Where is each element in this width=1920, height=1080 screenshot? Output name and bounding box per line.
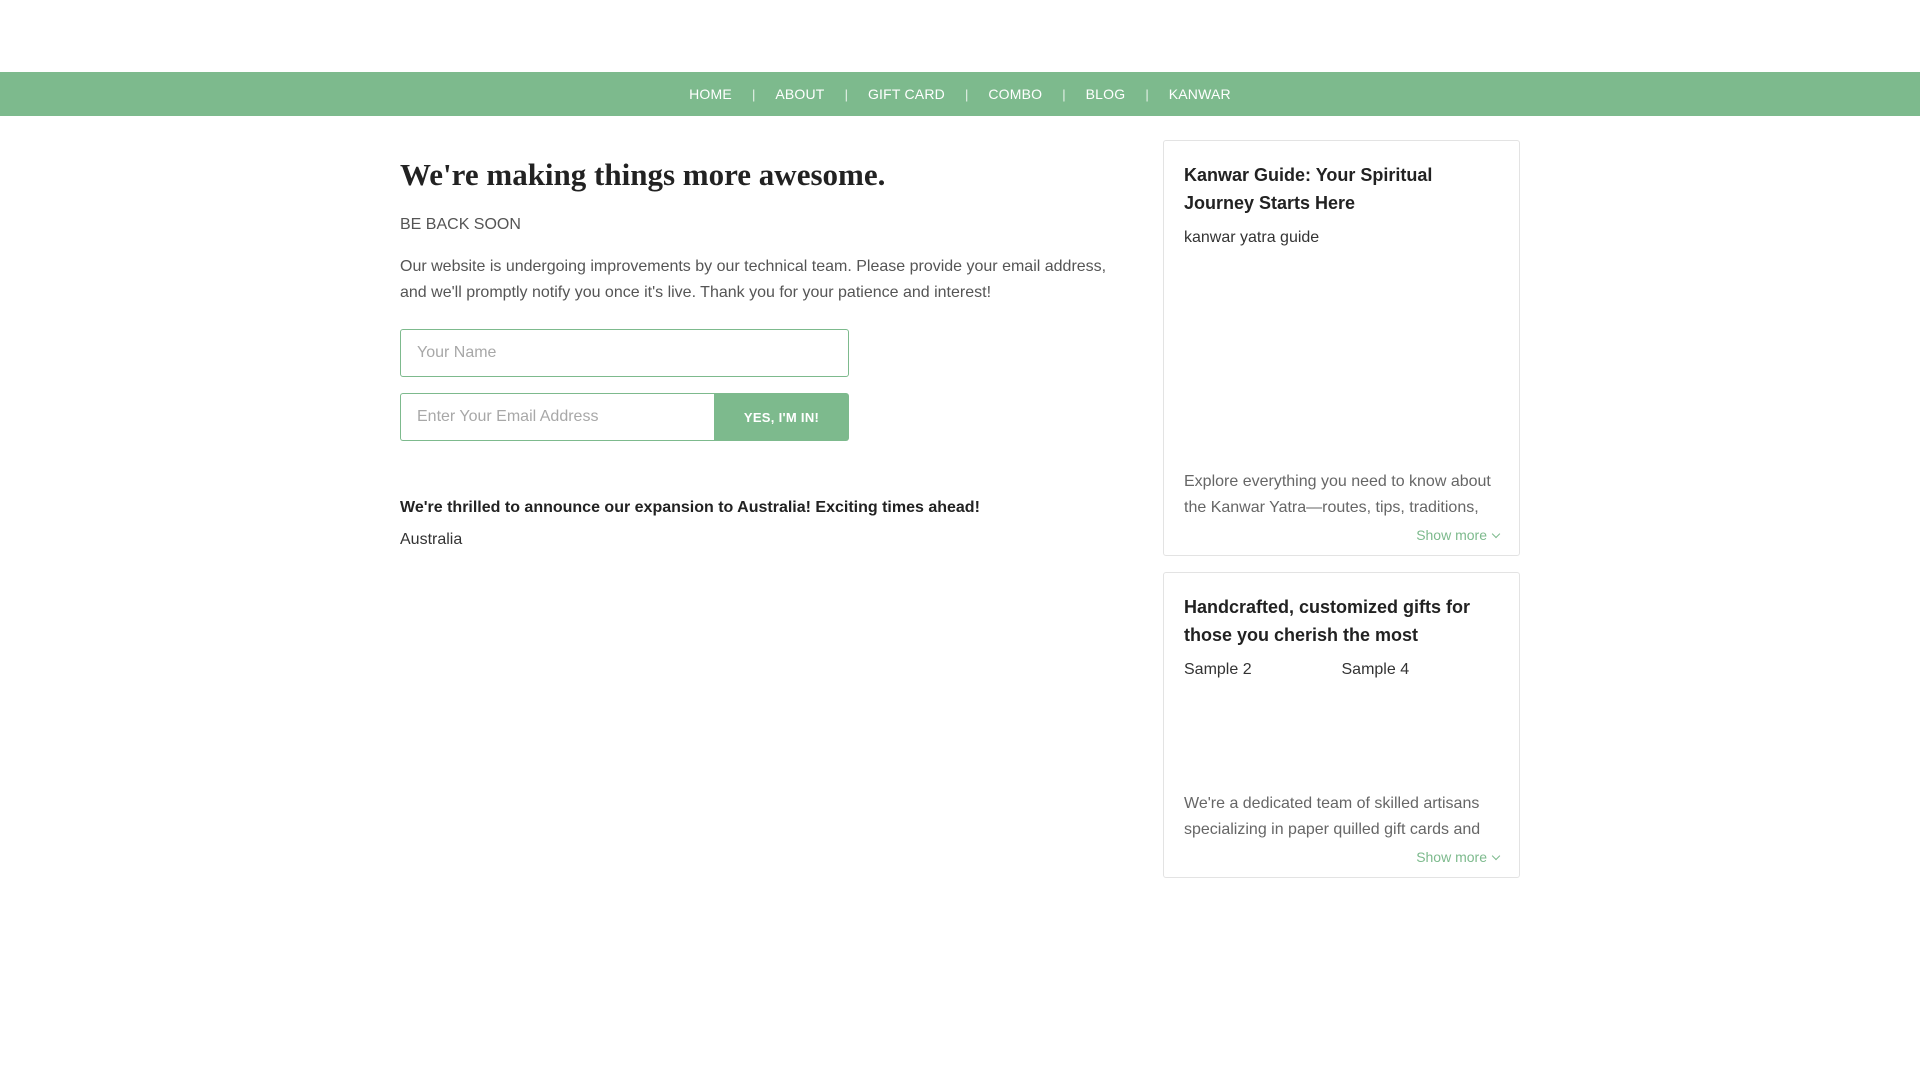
nav-separator: |	[844, 86, 848, 102]
kanwar-guide-image	[1184, 229, 1501, 469]
main-content	[400, 140, 1120, 571]
announcement: We're thrilled to announce our expansion to Australia! Exciting times ahead!	[400, 499, 980, 517]
image-alt-text: Sample 4	[1341, 661, 1410, 678]
nav-separator: |	[1062, 86, 1066, 102]
name-field[interactable]	[400, 329, 849, 377]
nav-item-home[interactable]: HOME	[689, 86, 732, 102]
description: Our website is undergoing improvements by our technical team. Please provide your email address, and we'll promptly notify you once it's live. Thank you for your patience and interest!	[400, 258, 1107, 302]
show-more-button[interactable]	[1184, 849, 1499, 865]
sample-2-image	[1184, 661, 1342, 791]
nav-item-kanwar[interactable]: KANWAR	[1168, 86, 1231, 102]
nav-item-gift-card[interactable]: GIFT CARD	[867, 86, 945, 102]
nav-separator: |	[964, 86, 969, 102]
chevron-down-icon	[1492, 529, 1500, 537]
page-title: We're making things more awesome.	[400, 157, 886, 192]
card-kanwar-guide	[1163, 140, 1520, 556]
card-text: Explore everything you need to know about the Kanwar Yatra—routes, tips, traditions,	[1184, 473, 1491, 516]
main-nav	[0, 72, 1920, 116]
card-title: Handcrafted, customized gifts for those you cherish the most	[1184, 597, 1471, 645]
show-more-button[interactable]	[1184, 527, 1499, 543]
card-title: Kanwar Guide: Your Spiritual Journey Starts Here	[1184, 165, 1433, 213]
image-alt-text: kanwar yatra guide	[1184, 229, 1320, 246]
nav-item-about[interactable]: ABOUT	[775, 86, 825, 102]
australia-image	[400, 531, 800, 571]
email-row	[400, 393, 849, 441]
signup-form	[400, 329, 1120, 441]
email-field[interactable]	[400, 393, 714, 441]
card-handcrafted-gifts	[1163, 572, 1520, 878]
nav-separator: |	[751, 86, 756, 102]
nav-item-combo[interactable]: COMBO	[988, 86, 1043, 102]
show-more-label: Show more	[1416, 849, 1487, 865]
subheading: BE BACK SOON	[400, 216, 521, 234]
nav-item-blog[interactable]: BLOG	[1085, 86, 1126, 102]
sidebar	[1163, 140, 1520, 878]
image-alt-text: Sample 2	[1184, 661, 1252, 678]
nav-separator: |	[1145, 86, 1149, 102]
sample-4-image	[1342, 661, 1500, 791]
submit-button[interactable]: YES, I'M IN!	[714, 393, 849, 441]
image-alt-text: Australia	[400, 531, 463, 549]
chevron-down-icon	[1492, 851, 1500, 859]
card-text: We're a dedicated team of skilled artisans specializing in paper quilled gift cards and	[1184, 795, 1481, 838]
sample-images	[1184, 661, 1499, 791]
show-more-label: Show more	[1416, 527, 1487, 543]
